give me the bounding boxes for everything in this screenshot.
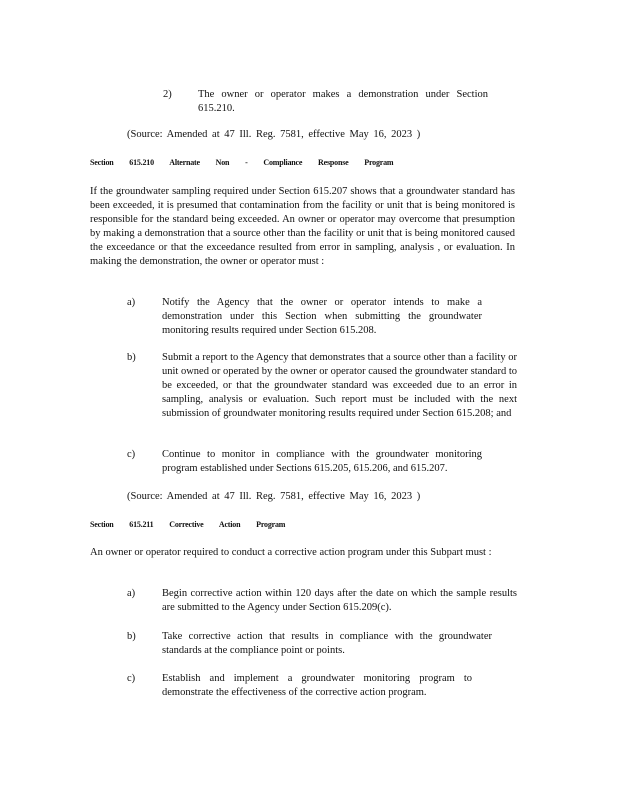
list-text: Continue to monitor in compliance with the groundwater monitoring program established under Sections 615.205, 615.206, and 615.207. xyxy=(162,449,482,474)
source-note: (Source: Amended at 47 Ill. Reg. 7581, effective May 16, 2023 ) xyxy=(127,491,421,502)
list-text: Submit a report to the Agency that demonstrates that a source other than a facility or unit owned or operated by the owner or operator caused the groundwater standard to be exceeded, or that the groundwater standard was exceeded due to an error in sampling, analysis or evaluation. Such report must be included with the next submission of groundwater monitoring results required under Section 615.208; and xyxy=(162,352,517,419)
section-heading: Section 615.211 Corrective Action Program xyxy=(90,520,286,529)
list-text: Notify the Agency that the owner or operator intends to make a demonstration under this Section when submitting the groundwater monitoring results required under Section 615.208. xyxy=(162,297,482,336)
list-label: b) xyxy=(127,631,136,642)
list-text: Take corrective action that results in compliance with the groundwater standards at the compliance point or points. xyxy=(162,631,492,656)
list-label: b) xyxy=(127,352,136,363)
source-note: (Source: Amended at 47 Ill. Reg. 7581, effective May 16, 2023 ) xyxy=(127,129,421,140)
list-text: Establish and implement a groundwater monitoring program to demonstrate the effectiveness of the corrective action program. xyxy=(162,673,472,698)
list-label: a) xyxy=(127,297,136,308)
list-label: c) xyxy=(127,673,136,684)
list-text: The owner or operator makes a demonstration under Section 615.210. xyxy=(198,89,488,114)
list-label: a) xyxy=(127,588,136,599)
section-intro: An owner or operator required to conduct a corrective action program under this Subpart must : xyxy=(90,547,492,558)
list-text: Begin corrective action within 120 days after the date on which the sample results are submitted to the Agency under Section 615.209(c). xyxy=(162,588,517,613)
list-label: c) xyxy=(127,449,136,460)
section-heading: Section 615.210 Alternate Non - Compliance Response Program xyxy=(90,158,394,167)
list-label: 2) xyxy=(163,89,172,100)
section-intro: If the groundwater sampling required under Section 615.207 shows that a groundwater standard has been exceeded, it is presumed that contamination from the facility or unit that is being monitored is responsible for the standard being exceeded. An owner or operator may overcome that presumption by making a demonstration that a source other than the facility or unit that is being monitored caused the exceedance or that the exceedance resulted from error in sampling, analysis , or evaluation. In making the demonstration, the owner or operator must : xyxy=(90,186,515,267)
